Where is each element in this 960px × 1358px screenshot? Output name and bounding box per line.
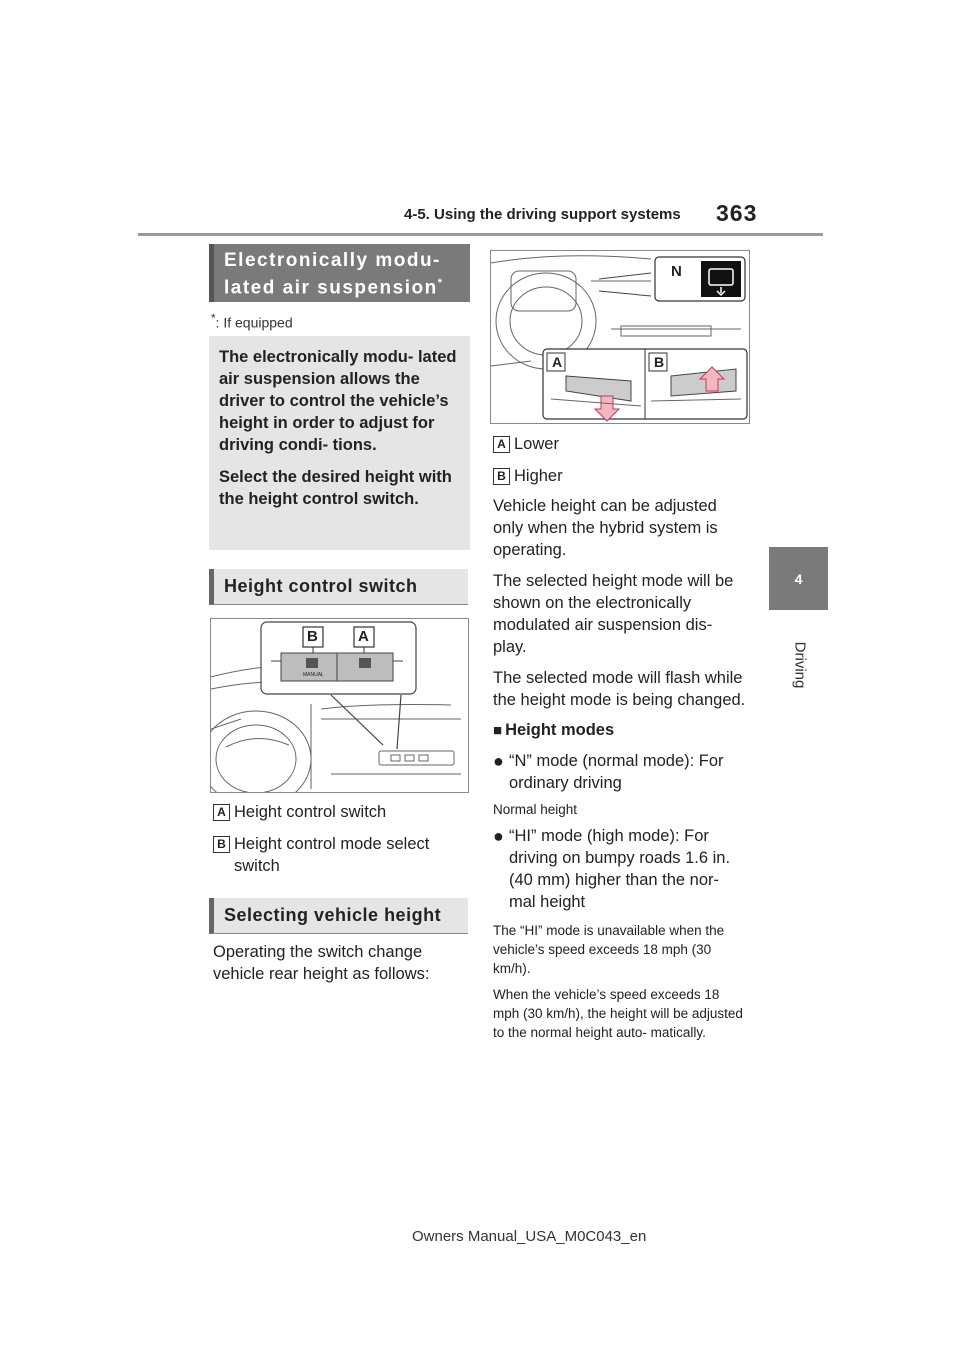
mode-hi-text: “HI” mode (high mode): For driving on bumpy roads 1.6 in. (40 mm) higher than the nor- mal height — [509, 827, 731, 911]
figure-label-a: A — [552, 354, 563, 370]
callout-item — [493, 433, 748, 455]
display-letter-n: N — [671, 263, 682, 280]
heading-asterisk: * — [437, 277, 444, 289]
intro-paragraph-1: The electronically modu- lated air suspension allows the driver to control the vehicle’s height in order to adjust for driving condi- tions. — [219, 348, 457, 454]
list-item — [493, 825, 748, 913]
intro-box — [209, 336, 470, 550]
footnote-mark: * — [211, 312, 216, 325]
callout-text: Height control mode select switch — [234, 835, 430, 875]
section-heading-air-suspension — [209, 244, 470, 302]
paragraph: Vehicle height can be adjusted only when the hybrid system is operating. — [493, 497, 718, 559]
chapter-label: Driving — [791, 641, 809, 689]
callout-text: Height control switch — [234, 803, 387, 821]
figure-label-b: B — [654, 354, 665, 370]
square-bullet-icon: ■ — [493, 722, 503, 739]
callout-label: A — [493, 436, 510, 453]
intro-paragraph-2: Select the desired height with the height control switch. — [219, 468, 452, 508]
heading-line-1: Electronically modu- — [224, 250, 441, 271]
bullet-icon: ● — [493, 751, 504, 771]
footnote — [211, 312, 293, 331]
selecting-body: Operating the switch change vehicle rear height as follows: — [213, 943, 430, 983]
bullet-icon: ● — [493, 826, 504, 846]
mode-n-text: “N” mode (normal mode): For ordinary driving — [509, 752, 724, 792]
figure-manual-label: MANUAL — [303, 672, 324, 678]
callout-text: Lower — [514, 435, 559, 453]
height-switch-figure — [210, 618, 469, 793]
callout-label: B — [213, 836, 230, 853]
page-number: 363 — [716, 200, 758, 226]
paragraph: The selected mode will flash while the height mode is being changed. — [493, 669, 746, 709]
heading-line-2: lated air suspension — [224, 277, 438, 299]
header-rule — [138, 233, 823, 236]
chapter-number: 4 — [794, 570, 803, 587]
section-heading-height-switch: Height control switch — [209, 569, 468, 605]
callout-text: Higher — [514, 467, 563, 485]
figure-label-b: B — [307, 628, 318, 645]
dashboard-illustration — [211, 619, 468, 792]
footnote-text: : If equipped — [215, 314, 293, 331]
height-modes-heading — [493, 719, 748, 742]
mode-n-note: Normal height — [493, 802, 578, 817]
callout-label: A — [213, 804, 230, 821]
heading-text: Height modes — [505, 721, 615, 739]
chapter-tab — [769, 547, 828, 610]
callout-item — [493, 465, 748, 487]
callout-list-left — [213, 801, 468, 877]
mode-hi-note: When the vehicle’s speed exceeds 18 mph (30 km/h), the height will be adjusted to the normal height auto- matically. — [493, 987, 743, 1040]
callout-item — [213, 833, 468, 877]
section-header: 4-5. Using the driving support systems — [404, 206, 681, 223]
list-item — [493, 750, 748, 794]
callout-item — [213, 801, 468, 823]
callout-label: B — [493, 468, 510, 485]
mode-hi-note: The “HI” mode is unavailable when the vehicle’s speed exceeds 18 mph (30 km/h). — [493, 923, 725, 976]
paragraph: The selected height mode will be shown on the electronically modulated air suspension dis- play. — [493, 572, 734, 656]
right-column — [493, 433, 748, 1042]
footer-text: Owners Manual_USA_M0C043_en — [412, 1228, 647, 1245]
section-heading-selecting: Selecting vehicle height — [209, 898, 468, 934]
switch-operation-illustration — [491, 251, 749, 423]
figure-label-a: A — [358, 628, 369, 645]
vehicle-height-figure — [490, 250, 750, 424]
